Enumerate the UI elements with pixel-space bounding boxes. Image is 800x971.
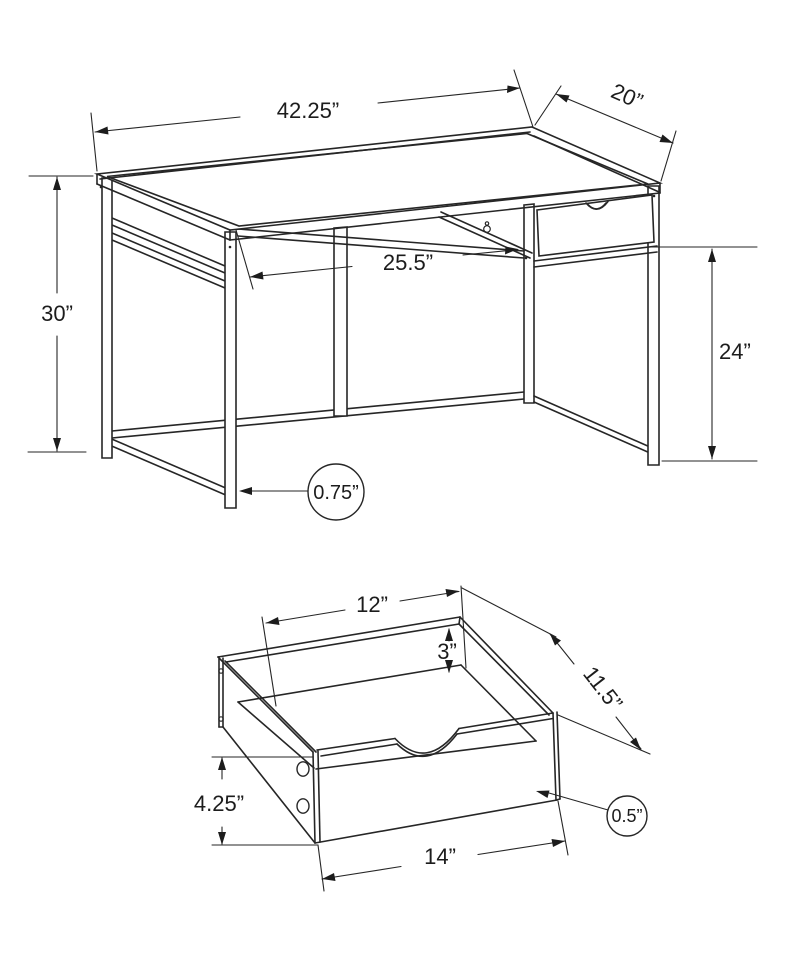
arrowhead [536,791,550,799]
desk-width-label: 42.25” [276,98,340,123]
arrowhead [239,487,252,495]
tube-thickness-label: 0.75” [313,482,359,504]
drawer-diagram [194,586,650,891]
arrowhead [507,86,520,94]
desk-right-stretcher [534,396,650,453]
arrowhead [218,757,226,770]
arrowhead [53,177,61,190]
drawer-back-height-label: 3” [437,639,457,664]
dim-drawer-inner-width [262,586,466,706]
drawer-front-height-label: 4.25” [193,791,245,816]
arrowhead [660,135,674,144]
drawer-front-width-label: 14” [424,844,456,869]
dim-desk-height [28,176,93,452]
keyhole-detail [484,222,491,233]
callout-tube-thickness [239,464,364,520]
desk-center-post [334,227,347,416]
arrowhead [95,127,109,135]
desk-height-label: 30” [41,301,73,326]
panel-thickness-label: 0.5” [611,806,643,826]
desk-depth-label: 20” [607,78,647,115]
arrowhead [708,446,716,459]
arrowhead [556,94,570,103]
screw-hole [297,762,309,776]
arrowhead [266,617,280,625]
drawer-inner-width-label: 12” [356,592,388,617]
desk-front-leg [225,232,236,508]
dim-drawer-front-width [318,801,568,891]
drawer-front-panel [297,712,560,843]
arrowhead [708,249,716,262]
dim-desk-clearance [650,247,757,461]
arrowhead [550,634,561,646]
desk-divider-leg [524,204,534,403]
desk-diagram [28,70,757,520]
arrowhead [250,272,264,280]
drawer-floor [238,665,536,769]
desk-drawer-front [534,195,657,267]
desk-knee-space-label: 25.5” [382,250,434,275]
arrowhead [322,873,336,881]
arrowhead [446,589,460,597]
screw-hole [297,799,309,813]
callout-panel-thickness [536,791,647,837]
desk-left-bottom-stretcher [107,437,228,496]
desk-clearance-label: 24” [719,339,751,364]
drawer-depth-label: 11.5” [578,661,628,716]
drawer-rim [218,617,553,752]
arrowhead [53,438,61,451]
arrowhead [218,832,226,845]
desk-left-side-rails [112,218,225,288]
desk-left-leg [102,178,112,458]
arrowhead [552,839,566,847]
desk-back-stretcher [112,392,524,438]
